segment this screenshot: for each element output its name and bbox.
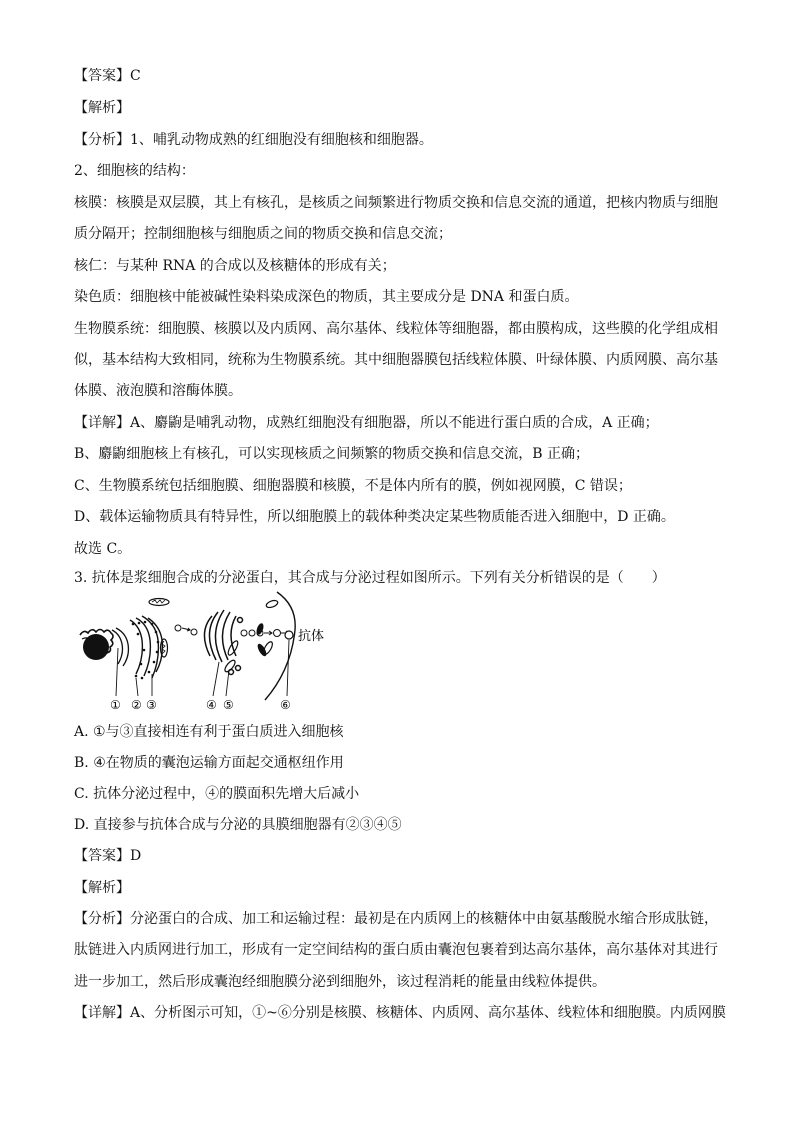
golgi-apparatus <box>204 610 242 675</box>
text-line: D、载体运输物质具有特异性，所以细胞膜上的载体种类决定某些物质能否进入细胞中，D 正确。 <box>74 509 675 525</box>
label-2: ② <box>131 698 142 712</box>
option-b: B. ④在物质的囊泡运输方面起交通枢纽作用 <box>74 755 344 771</box>
text-line: 似，基本结构大致相同，统称为生物膜系统。其中细胞器膜包括线粒体膜、叶绿体膜、内质网膜、高尔基 <box>74 352 718 368</box>
text-line: 【分析】1、哺乳动物成熟的红细胞没有细胞核和细胞器。 <box>74 132 433 148</box>
text-line: C、生物膜系统包括细胞膜、细胞器膜和核膜，不是体内所有的膜，例如视网膜，C 错误； <box>74 478 632 494</box>
label-5: ⑤ <box>223 698 234 712</box>
text-line: 进一步加工，然后形成囊泡经细胞膜分泌到细胞外，该过程消耗的能量由线粒体提供。 <box>74 974 606 990</box>
text-line: 2、细胞核的结构： <box>74 163 195 179</box>
option-c: C. 抗体分泌过程中，④的膜面积先增大后减小 <box>74 786 360 802</box>
cell-membrane <box>265 592 295 700</box>
text-line: B、麝鼩细胞核上有核孔，可以实现核质之间频繁的物质交换和信息交流，B 正确； <box>74 446 590 462</box>
rough-er <box>130 616 162 679</box>
label-1: ① <box>110 698 121 712</box>
text-line: 【详解】A、分析图示可知，①~⑥分别是核膜、核糖体、内质网、高尔基体、线粒体和细胞膜。内质网膜 <box>74 1005 726 1021</box>
option-d: D. 直接参与抗体合成与分泌的具膜细胞器有②③④⑤ <box>74 817 402 833</box>
text-line: 染色质：细胞核中能被碱性染料染成深色的物质，其主要成分是 DNA 和蛋白质。 <box>74 289 579 305</box>
option-a: A. ①与③直接相连有利于蛋白质进入细胞核 <box>74 724 344 740</box>
text-line: 生物膜系统：细胞膜、核膜以及内质网、高尔基体、线粒体等细胞器，都由膜构成，这些膜的化学组成相 <box>74 321 718 337</box>
text-line: 肽链进入内质网进行加工，形成有一定空间结构的蛋白质由囊泡包裹着到达高尔基体，高尔基体对其进行 <box>74 942 718 958</box>
analysis-label: 【解析】 <box>74 100 130 116</box>
analysis-label: 【解析】 <box>74 880 130 896</box>
text-line: 质分隔开；控制细胞核与细胞质之间的物质交换和信息交流； <box>74 226 452 242</box>
text-line: 核膜：核膜是双层膜，其上有核孔，是核质之间频繁进行物质交换和信息交流的通道，把核内物质与细胞 <box>74 195 718 211</box>
label-4: ④ <box>206 698 217 712</box>
nucleus <box>80 628 128 666</box>
text-line: 【分析】分泌蛋白的合成、加工和运输过程：最初是在内质网上的核糖体中由氨基酸脱水缩合形成肽链， <box>74 911 718 927</box>
secretory-vesicle <box>285 631 293 639</box>
answer-label: 【答案】D <box>74 848 142 864</box>
text-line: 故选 C。 <box>74 541 132 557</box>
text-line: 核仁：与某种 RNA 的合成以及核糖体的形成有关； <box>74 258 396 274</box>
question-stem: 3. 抗体是浆细胞合成的分泌蛋白，其合成与分泌过程如图所示。下列有关分析错误的是（ ） <box>74 570 666 586</box>
antibody-label: 抗体 <box>298 629 325 644</box>
label-6: ⑥ <box>280 698 291 712</box>
text-line: 体膜、液泡膜和溶酶体膜。 <box>74 383 242 399</box>
antibody-secretion-figure <box>72 590 372 712</box>
text-line: 【详解】A、麝鼩是哺乳动物，成熟红细胞没有细胞器，所以不能进行蛋白质的合成，A 正确； <box>74 415 659 431</box>
answer-label: 【答案】C <box>74 68 141 84</box>
label-3: ③ <box>146 698 157 712</box>
